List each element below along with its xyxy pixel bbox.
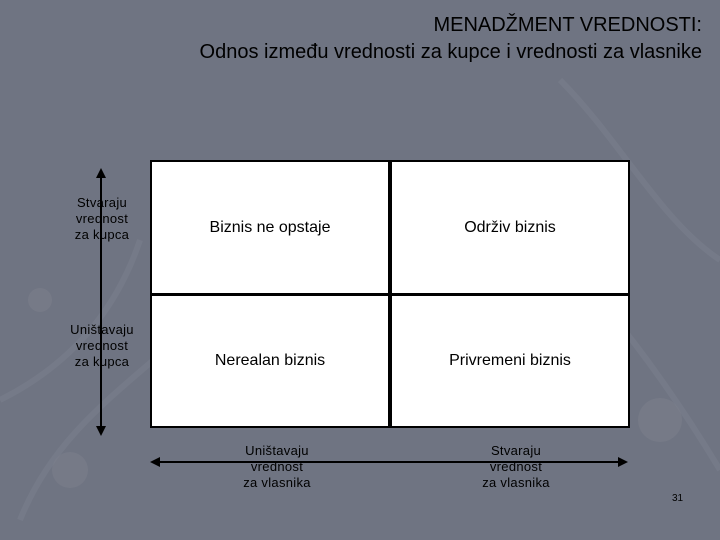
matrix-cell-top-right-label: Održiv biznis xyxy=(464,218,556,236)
y-axis-top-label-line-1: Stvaraju xyxy=(76,195,128,210)
slide-title-line-1: MENADŽMENT VREDNOSTI: xyxy=(433,14,702,36)
matrix-cell-bottom-left-label: Nerealan biznis xyxy=(214,352,326,369)
y-axis-bottom-label-line-2: vrednost xyxy=(75,338,129,353)
matrix-cell-top-left-label: Biznis ne opstaje xyxy=(209,218,331,236)
y-axis-top-label-line-3: za kupca xyxy=(74,227,130,242)
page-number: 31 xyxy=(672,493,684,504)
x-axis-left-label-line-1: Uništavaju xyxy=(245,443,309,458)
matrix-cell-bottom-right-label: Privremeni biznis xyxy=(449,352,571,369)
x-axis-left-label xyxy=(212,443,342,491)
slide-title-line-2: Odnos između vrednosti za kupce i vrednosti za vlasnike xyxy=(199,41,702,63)
x-axis-left-label-line-3: za vlasnika xyxy=(243,475,311,490)
matrix-cell-bottom-right xyxy=(392,296,628,426)
y-axis-bottom-label-line-3: za kupca xyxy=(74,354,130,369)
matrix-cell-top-right xyxy=(392,162,628,293)
y-axis-bottom-label-line-1: Uništavaju xyxy=(70,322,134,337)
y-axis-bottom-label xyxy=(54,322,150,370)
matrix-cell-top-left xyxy=(152,162,388,293)
x-axis-right-label xyxy=(451,443,581,491)
x-axis-right-label-line-2: vrednost xyxy=(489,459,543,474)
x-axis-right-label-line-1: Stvaraju xyxy=(490,443,542,458)
y-axis-top-label-line-2: vrednost xyxy=(75,211,129,226)
x-axis-left-label-line-2: vrednost xyxy=(250,459,304,474)
value-matrix xyxy=(150,160,630,428)
y-axis-top-label xyxy=(54,195,150,243)
slide-title xyxy=(22,12,702,66)
x-axis-right-label-line-3: za vlasnika xyxy=(482,475,550,490)
matrix-cell-bottom-left xyxy=(152,296,388,426)
